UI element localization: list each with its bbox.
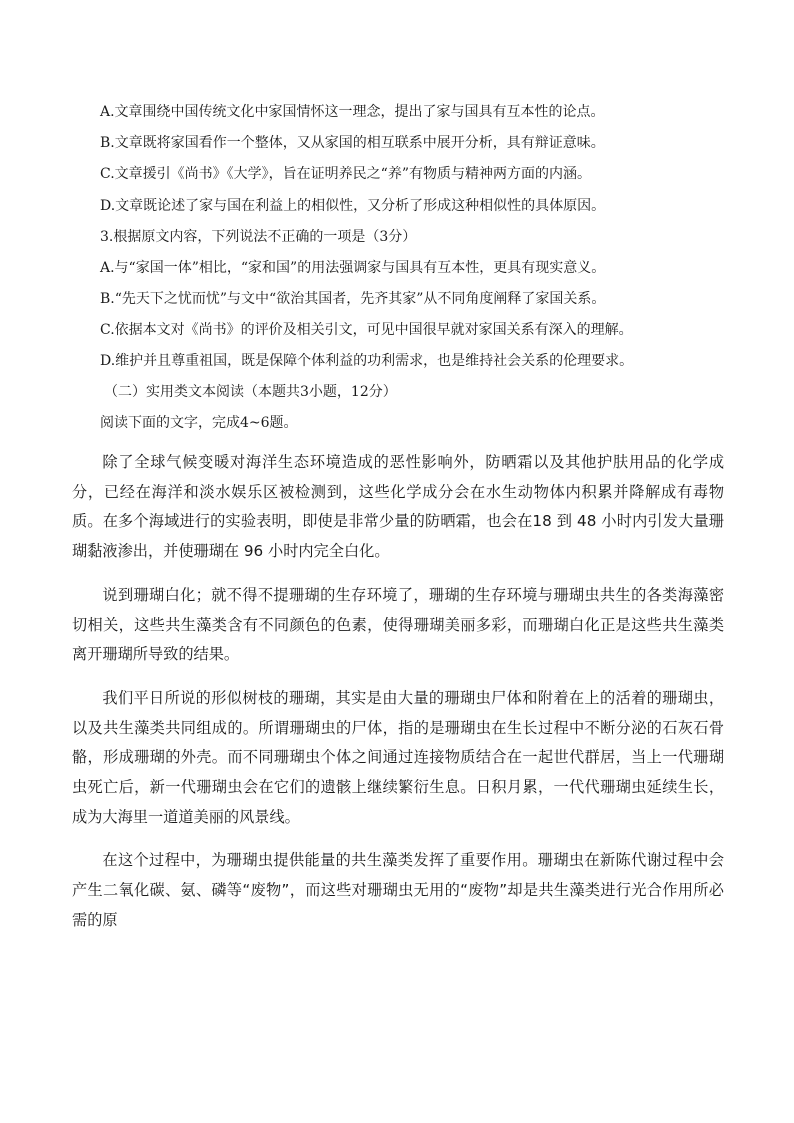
passage-paragraph-1: 除了全球气候变暖对海洋生态环境造成的恶性影响外，防晒霜以及其他护肤用品的化学成分，已经在海洋和淡水娱乐区被检测到，这些化学成分会在水生动物体内积累并降解成有毒物质。在多个海域进行的实验表明，即使是非常少量的防晒霜，也会在18 到 48 小时内引发大量珊瑚黏液渗出，并使珊瑚在 96 小时内完全白化。: [72, 453, 724, 561]
q3-option-d: D.维护并且尊重祖国，既是保障个体利益的功利需求，也是维持社会关系的伦理要求。: [100, 353, 634, 369]
passage-paragraph-4: 在这个过程中，为珊瑚虫提供能量的共生藻类发挥了重要作用。珊瑚虫在新陈代谢过程中会产生二氧化碳、氨、磷等“废物”，而这些对珊瑚虫无用的“废物”却是共生藻类进行光合作用所必需的原: [72, 851, 724, 929]
q3-stem: 3.根据原文内容，下列说法不正确的一项是（3分）: [100, 229, 417, 245]
q3-option-a: A.与“家国一体”相比，“家和国”的用法强调家与国具有互本性，更具有现实意义。: [100, 260, 606, 276]
section-title: （二）实用类文本阅读（本题共3小题，12分）: [104, 384, 397, 400]
q3-option-c: C.依据本文对《尚书》的评价及相关引文，可见中国很早就对家国关系有深入的理解。: [100, 322, 633, 338]
passage-paragraph-3: 我们平日所说的形似树枝的珊瑚，其实是由大量的珊瑚虫尸体和附着在上的活着的珊瑚虫，以及共生藻类共同组成的。所谓珊瑚虫的尸体，指的是珊瑚虫在生长过程中不断分泌的石灰石骨骼，形成珊瑚的外壳。而不同珊瑚虫个体之间通过连接物质结合在一起世代群居，当上一代珊瑚虫死亡后，新一代珊瑚虫会在它们的遗骸上继续繁衍生息。日积月累，一代代珊瑚虫延续生长，成为大海里一道道美丽的风景线。: [72, 688, 724, 826]
q2-option-a: A.文章围绕中国传统文化中家国情怀这一理念，提出了家与国具有互本性的论点。: [100, 104, 605, 120]
q2-option-b: B.文章既将家国看作一个整体，又从家国的相互联系中展开分析，具有辩证意味。: [100, 135, 605, 151]
q2-option-c: C.文章援引《尚书》《大学》，旨在证明养民之“养”有物质与精神两方面的内涵。: [100, 166, 591, 182]
q2-option-d: D.文章既论述了家与国在利益上的相似性，又分析了形成这种相似性的具体原因。: [100, 198, 606, 214]
passage-paragraph-2: 说到珊瑚白化；就不得不提珊瑚的生存环境了，珊瑚的生存环境与珊瑚虫共生的各类海藻密切相关，这些共生藻类含有不同颜色的色素，使得珊瑚美丽多彩，而珊瑚白化正是这些共生藻类离开珊瑚所导致的结果。: [72, 585, 724, 664]
section-instruction: 阅读下面的文字，完成4~6题。: [100, 415, 298, 431]
passage: [72, 448, 724, 936]
q3-option-b: B.“先天下之忧而忧”与文中“欲治其国者，先齐其家”从不同角度阐释了家国关系。: [100, 291, 606, 307]
